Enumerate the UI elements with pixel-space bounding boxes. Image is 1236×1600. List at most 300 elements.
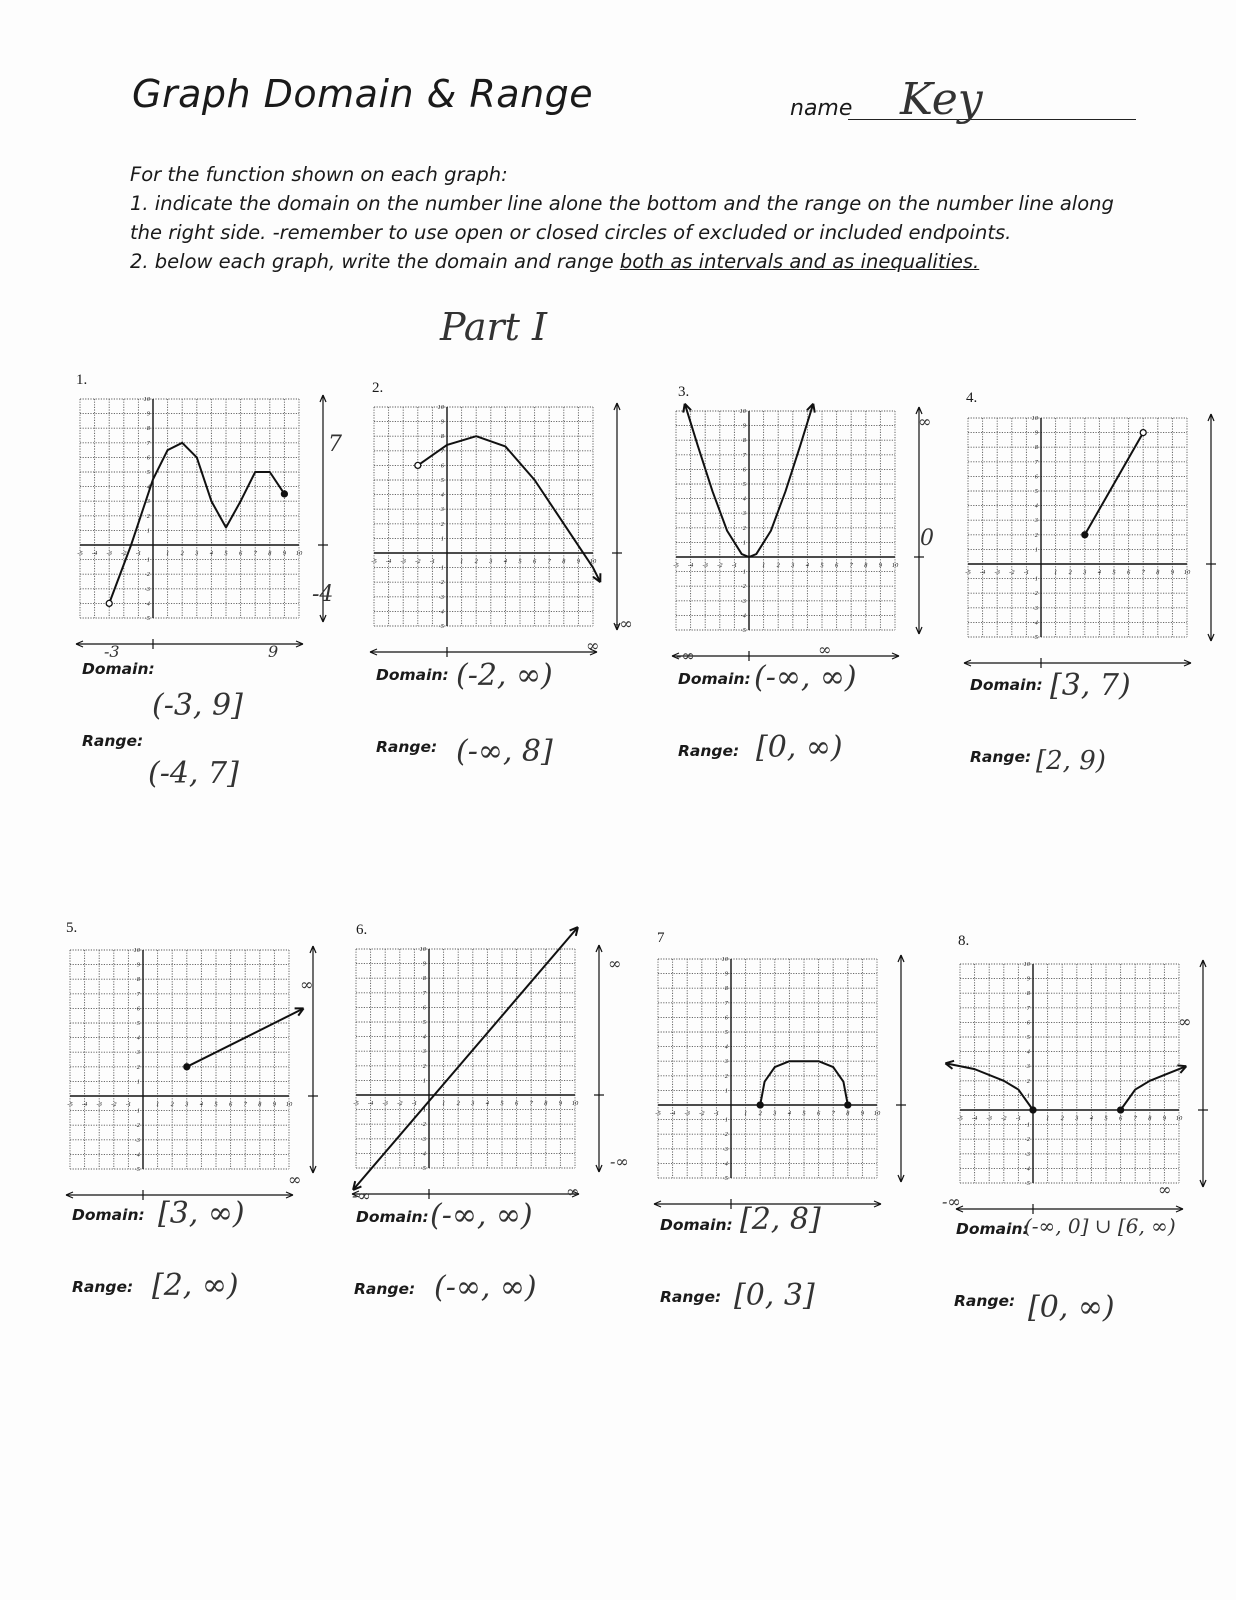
y-tick-label: -2	[1032, 590, 1038, 598]
closed-endpoint	[184, 1064, 190, 1070]
x-tick-label: -1	[135, 550, 142, 557]
x-tick-label: 5	[802, 1110, 806, 1117]
x-tick-label: -5	[673, 562, 679, 569]
x-tick-label: 5	[1104, 1115, 1108, 1122]
y-tick-label: -5	[438, 623, 444, 630]
y-tick-label: 8	[146, 425, 150, 433]
p7-range-label: Range:	[660, 1288, 722, 1306]
x-tick-label: -3	[382, 1100, 388, 1107]
problem-number-1: 1.	[76, 372, 88, 388]
x-tick-label: 1	[459, 558, 464, 565]
x-tick-label: 2	[776, 562, 780, 569]
y-tick-label: 9	[1026, 975, 1030, 983]
y-tick-label: 3	[136, 1049, 140, 1057]
x-tick-label: 8	[1148, 1115, 1152, 1122]
p3-domain-right-mark: ∞	[818, 640, 832, 659]
y-tick-label: 10	[143, 396, 150, 403]
x-tick-label: 2	[180, 550, 184, 557]
y-tick-label: -3	[420, 1135, 426, 1143]
y-tick-label: -3	[134, 1136, 140, 1144]
y-tick-label: 7	[136, 990, 140, 998]
x-tick-label: 1	[743, 1110, 748, 1117]
y-tick-label: 8	[422, 975, 426, 983]
problem-number-6: 6.	[356, 922, 368, 938]
y-tick-label: -1	[438, 564, 444, 572]
y-tick-label: -3	[438, 593, 444, 601]
x-tick-label: 4	[199, 1101, 204, 1108]
series-line	[1121, 1066, 1187, 1110]
y-tick-label: -4	[420, 1150, 426, 1158]
x-tick-label: -1	[1015, 1115, 1022, 1122]
x-tick-label: 5	[500, 1100, 504, 1107]
y-tick-label: -2	[144, 571, 150, 579]
x-tick-label: -5	[77, 550, 83, 557]
instructions-line-1b: the right side. -remember to use open or closed circles of excluded or included endpoints.	[130, 221, 1012, 244]
p6-range-label: Range:	[354, 1280, 416, 1298]
y-tick-label: 6	[146, 454, 150, 462]
x-tick-label: 7	[1133, 1115, 1137, 1122]
y-tick-label: 10	[1023, 961, 1030, 968]
y-tick-label: 5	[724, 1029, 728, 1036]
x-tick-label: 7	[849, 562, 853, 569]
p3-domain-label: Domain:	[678, 670, 751, 688]
y-tick-label: -4	[740, 612, 746, 620]
p2-domain-answer: (-2, ∞)	[456, 658, 553, 693]
y-tick-label: 8	[742, 437, 746, 445]
y-tick-label: 2	[1026, 1077, 1030, 1085]
y-tick-label: 8	[1026, 990, 1030, 998]
x-tick-label: -1	[731, 562, 738, 569]
x-tick-label: 2	[456, 1100, 460, 1107]
x-tick-label: 4	[805, 562, 810, 569]
closed-endpoint	[281, 491, 287, 497]
y-tick-label: 5	[136, 1020, 140, 1027]
x-tick-label: 1	[155, 1101, 160, 1108]
x-tick-label: 3	[1083, 569, 1087, 576]
p1-domain-answer: (-3, 9]	[152, 688, 243, 723]
x-tick-label: 8	[864, 562, 868, 569]
p3-range-label: Range:	[678, 742, 740, 760]
page-title: Graph Domain & Range	[132, 72, 594, 116]
y-tick-label: 9	[146, 410, 150, 418]
p2-domain-right-mark: ∞	[586, 636, 600, 655]
p5-range-top-mark: ∞	[300, 975, 314, 994]
x-tick-label: -3	[96, 1101, 102, 1108]
y-tick-label: 6	[742, 466, 746, 474]
x-tick-label: 3	[489, 558, 493, 565]
problem-number-7: 7	[657, 930, 665, 946]
p1-range-label: Range:	[82, 732, 144, 750]
y-tick-label: 2	[742, 524, 746, 532]
problem-number-4: 4.	[966, 390, 978, 406]
y-tick-label: 1	[724, 1087, 728, 1095]
p4-range-label: Range:	[970, 748, 1032, 766]
y-tick-label: 5	[146, 469, 150, 476]
y-tick-label: 10	[739, 408, 746, 415]
x-tick-label: -1	[1023, 569, 1030, 576]
y-tick-label: -1	[740, 568, 746, 576]
y-tick-label: 2	[136, 1063, 140, 1071]
y-tick-label: 8	[1034, 444, 1038, 452]
p6-domain-label: Domain:	[356, 1208, 429, 1226]
y-tick-label: -5	[420, 1165, 426, 1172]
x-tick-label: -2	[1009, 569, 1015, 576]
name-value: Key	[900, 74, 983, 125]
open-endpoint	[106, 600, 112, 606]
name-label: name	[790, 96, 853, 121]
y-tick-label: -3	[1032, 604, 1038, 612]
x-tick-label: 8	[544, 1100, 548, 1107]
problem-number-8: 8.	[958, 933, 970, 949]
series-line	[353, 927, 578, 1190]
x-tick-label: 5	[224, 550, 228, 557]
x-tick-label: 9	[576, 558, 581, 565]
x-tick-label: 10	[873, 1110, 881, 1117]
y-tick-label: 1	[440, 535, 444, 543]
x-tick-label: -1	[411, 1100, 418, 1107]
y-tick-label: 3	[1026, 1063, 1030, 1071]
y-tick-label: 4	[742, 495, 746, 503]
p6-domain-right-mark: ∞	[566, 1182, 580, 1201]
x-tick-label: -4	[971, 1115, 978, 1122]
x-tick-label: 4	[1089, 1115, 1094, 1122]
p6-domain-answer: (-∞, ∞)	[430, 1198, 533, 1233]
y-tick-label: -1	[144, 556, 150, 564]
x-tick-label: 1	[1053, 569, 1058, 576]
y-tick-label: 5	[440, 477, 444, 484]
y-tick-label: -4	[134, 1151, 140, 1159]
x-tick-label: -2	[111, 1101, 117, 1108]
open-endpoint	[1140, 430, 1146, 436]
y-tick-label: 4	[146, 483, 150, 491]
y-tick-label: 7	[724, 999, 728, 1007]
instructions-line-2	[130, 247, 1150, 276]
y-tick-label: 4	[422, 1033, 426, 1041]
p1-range-answer: (-4, 7]	[148, 756, 239, 791]
p5-domain-answer: [3, ∞)	[158, 1196, 245, 1231]
x-tick-label: 8	[562, 558, 566, 565]
y-tick-label: -5	[740, 627, 746, 634]
x-tick-label: -5	[655, 1110, 661, 1117]
y-tick-label: 10	[721, 956, 728, 963]
y-tick-label: 10	[1031, 415, 1038, 422]
x-tick-label: 7	[253, 550, 257, 557]
x-tick-label: -2	[415, 558, 421, 565]
x-tick-label: 8	[846, 1110, 850, 1117]
x-tick-label: 4	[503, 558, 508, 565]
x-tick-label: 8	[1156, 569, 1160, 576]
x-tick-label: 3	[773, 1110, 777, 1117]
x-tick-label: 3	[1075, 1115, 1079, 1122]
y-tick-label: 2	[440, 520, 444, 528]
x-tick-label: -1	[713, 1110, 720, 1117]
instructions-line-2-underlined: both as intervals and as inequalities.	[619, 250, 980, 273]
closed-endpoint	[845, 1102, 851, 1108]
p8-range-top-mark: ∞	[1178, 1012, 1192, 1031]
x-tick-label: 7	[529, 1100, 533, 1107]
y-tick-label: 6	[1034, 473, 1038, 481]
y-tick-label: 4	[1026, 1048, 1030, 1056]
p4-domain-label: Domain:	[970, 676, 1043, 694]
x-tick-label: -2	[699, 1110, 705, 1117]
part-label: Part I	[440, 305, 548, 349]
instructions-intro: For the function shown on each graph:	[130, 163, 508, 186]
x-tick-label: -4	[91, 550, 98, 557]
x-tick-label: 9	[558, 1100, 563, 1107]
y-tick-label: 6	[440, 462, 444, 470]
x-tick-label: 3	[195, 550, 199, 557]
y-tick-label: -2	[438, 579, 444, 587]
y-tick-label: -2	[1024, 1136, 1030, 1144]
x-tick-label: -3	[400, 558, 406, 565]
y-tick-label: 3	[742, 510, 746, 518]
y-tick-label: 7	[146, 439, 150, 447]
y-tick-label: 9	[742, 422, 746, 430]
x-tick-label: 10	[1183, 569, 1191, 576]
x-tick-label: -3	[986, 1115, 992, 1122]
y-tick-label: 3	[422, 1048, 426, 1056]
x-tick-label: 7	[243, 1101, 247, 1108]
p3-domain-answer: (-∞, ∞)	[754, 660, 857, 695]
p8-range-label: Range:	[954, 1292, 1016, 1310]
y-tick-label: 4	[440, 491, 444, 499]
y-tick-label: 3	[1034, 517, 1038, 525]
y-tick-label: 9	[422, 960, 426, 968]
y-tick-label: -3	[722, 1145, 728, 1153]
p3-domain-left-mark: -∞	[676, 646, 695, 665]
y-tick-label: 1	[1034, 546, 1038, 554]
x-tick-label: -5	[371, 558, 377, 565]
graph-1	[76, 385, 340, 677]
x-tick-label: 5	[1112, 569, 1116, 576]
p1-range-bottom-mark: -4	[312, 582, 334, 607]
y-tick-label: 6	[724, 1014, 728, 1022]
y-tick-label: 1	[742, 539, 746, 547]
y-tick-label: 9	[724, 970, 728, 978]
instructions-line-1a: 1. indicate the domain on the number line alone the bottom and the range on the number line along	[130, 192, 1114, 215]
x-tick-label: 8	[258, 1101, 262, 1108]
y-tick-label: 7	[422, 989, 426, 997]
x-tick-label: -2	[717, 562, 723, 569]
y-tick-label: 7	[742, 451, 746, 459]
x-tick-label: 2	[758, 1110, 762, 1117]
y-tick-label: 8	[440, 433, 444, 441]
problem-number-5: 5.	[66, 920, 78, 936]
y-tick-label: -5	[722, 1175, 728, 1182]
p2-range-label: Range:	[376, 738, 438, 756]
y-tick-label: 9	[1034, 429, 1038, 437]
y-tick-label: -5	[1032, 634, 1038, 641]
x-tick-label: -3	[106, 550, 112, 557]
p7-domain-answer: [2, 8]	[740, 1202, 821, 1237]
x-tick-label: 6	[238, 550, 243, 557]
x-tick-label: 6	[532, 558, 537, 565]
p1-domain-right-mark: 9	[268, 642, 279, 661]
x-tick-label: 6	[1118, 1115, 1123, 1122]
x-tick-label: 6	[228, 1101, 233, 1108]
series-line	[760, 1061, 848, 1105]
y-tick-label: 4	[724, 1043, 728, 1051]
x-tick-label: -1	[125, 1101, 132, 1108]
instructions	[130, 160, 1150, 276]
x-tick-label: 5	[214, 1101, 218, 1108]
closed-endpoint	[1118, 1107, 1124, 1113]
y-tick-label: 2	[146, 512, 150, 520]
p8-domain-answer: (-∞, 0] ∪ [6, ∞)	[1024, 1214, 1176, 1238]
x-tick-label: -2	[397, 1100, 403, 1107]
p5-range-label: Range:	[72, 1278, 134, 1296]
x-tick-label: -2	[1001, 1115, 1007, 1122]
x-tick-label: 4	[209, 550, 214, 557]
p4-domain-answer: [3, 7)	[1050, 668, 1131, 703]
x-tick-label: -5	[353, 1100, 359, 1107]
x-tick-label: -4	[81, 1101, 88, 1108]
graph-7	[654, 945, 918, 1237]
y-tick-label: 4	[136, 1034, 140, 1042]
y-tick-label: -4	[1032, 619, 1038, 627]
p6-range-answer: (-∞, ∞)	[434, 1270, 537, 1305]
y-tick-label: 3	[440, 506, 444, 514]
p8-domain-label: Domain:	[956, 1220, 1029, 1238]
p6-domain-left-mark: -∞	[352, 1186, 371, 1205]
y-tick-label: 7	[1026, 1004, 1030, 1012]
x-tick-label: 10	[589, 558, 597, 565]
x-tick-label: 8	[268, 550, 272, 557]
p7-range-answer: [0, 3]	[734, 1278, 815, 1313]
y-tick-label: 9	[136, 961, 140, 969]
x-tick-label: 9	[1162, 1115, 1167, 1122]
x-tick-label: 1	[165, 550, 170, 557]
y-tick-label: 7	[440, 447, 444, 455]
x-tick-label: 3	[471, 1100, 475, 1107]
x-tick-label: 9	[282, 550, 287, 557]
y-tick-label: -5	[134, 1166, 140, 1173]
x-tick-label: 7	[547, 558, 551, 565]
y-tick-label: -2	[740, 583, 746, 591]
x-tick-label: -1	[429, 558, 436, 565]
y-tick-label: -1	[1024, 1121, 1030, 1129]
y-tick-label: 5	[1026, 1034, 1030, 1041]
p6-range-top-mark: ∞	[608, 954, 622, 973]
y-tick-label: -5	[144, 615, 150, 622]
x-tick-label: 7	[831, 1110, 835, 1117]
instructions-line-2-prefix: 2. below each graph, write the domain and range	[130, 250, 620, 273]
x-tick-label: 4	[485, 1100, 490, 1107]
x-tick-label: -3	[994, 569, 1000, 576]
p8-range-answer: [0, ∞)	[1028, 1290, 1115, 1325]
y-tick-label: 5	[422, 1019, 426, 1026]
x-tick-label: 1	[761, 562, 766, 569]
p1-range-top-mark: 7	[328, 432, 342, 457]
p8-domain-right-mark: ∞	[1158, 1180, 1172, 1199]
y-tick-label: -5	[1024, 1180, 1030, 1187]
x-tick-label: 1	[441, 1100, 446, 1107]
x-tick-label: 9	[272, 1101, 277, 1108]
y-tick-label: 5	[742, 481, 746, 488]
x-tick-label: -4	[687, 562, 694, 569]
y-tick-label: -1	[420, 1106, 426, 1114]
x-tick-label: -5	[957, 1115, 963, 1122]
x-tick-label: 10	[891, 562, 899, 569]
x-tick-label: -5	[67, 1101, 73, 1108]
closed-endpoint	[1030, 1107, 1036, 1113]
x-tick-label: -5	[965, 569, 971, 576]
p5-domain-label: Domain:	[72, 1206, 145, 1224]
x-tick-label: 2	[1060, 1115, 1064, 1122]
graph-4	[964, 404, 1228, 696]
closed-endpoint	[757, 1102, 763, 1108]
y-tick-label: 10	[437, 404, 444, 411]
y-tick-label: 6	[422, 1004, 426, 1012]
graph-3	[672, 397, 936, 689]
y-tick-label: -1	[134, 1107, 140, 1115]
p3-range-bottom-mark: 0	[920, 526, 934, 551]
p3-range-top-mark: ∞	[918, 412, 932, 431]
y-tick-label: -2	[722, 1131, 728, 1139]
x-tick-label: 3	[185, 1101, 189, 1108]
problem-number-3: 3.	[678, 384, 690, 400]
name-line	[848, 119, 1136, 120]
y-tick-label: 10	[133, 947, 140, 954]
x-tick-label: 2	[1068, 569, 1072, 576]
x-tick-label: 3	[791, 562, 795, 569]
p7-domain-label: Domain:	[660, 1216, 733, 1234]
x-tick-label: -4	[979, 569, 986, 576]
y-tick-label: 4	[1034, 502, 1038, 510]
x-tick-label: 9	[860, 1110, 865, 1117]
y-tick-label: -1	[722, 1116, 728, 1124]
y-tick-label: 6	[1026, 1019, 1030, 1027]
y-tick-label: 1	[146, 527, 150, 535]
y-tick-label: -1	[1032, 575, 1038, 583]
x-tick-label: 1	[1045, 1115, 1050, 1122]
x-tick-label: -4	[669, 1110, 676, 1117]
p5-domain-right-mark: ∞	[288, 1170, 302, 1189]
y-tick-label: -2	[134, 1122, 140, 1130]
x-tick-label: 10	[295, 550, 303, 557]
p8-domain-left-mark: -∞	[942, 1192, 961, 1211]
x-tick-label: 10	[1175, 1115, 1183, 1122]
x-tick-label: 5	[820, 562, 824, 569]
x-tick-label: 2	[474, 558, 478, 565]
y-tick-label: 1	[1026, 1092, 1030, 1100]
y-tick-label: 3	[724, 1058, 728, 1066]
y-tick-label: 2	[1034, 531, 1038, 539]
y-tick-label: 5	[1034, 488, 1038, 495]
x-tick-label: -3	[702, 562, 708, 569]
p4-range-answer: [2, 9)	[1036, 746, 1106, 776]
x-tick-label: 6	[816, 1110, 821, 1117]
y-tick-label: -4	[144, 600, 150, 608]
x-tick-label: 2	[170, 1101, 174, 1108]
y-tick-label: -3	[740, 597, 746, 605]
x-tick-label: -4	[367, 1100, 374, 1107]
x-tick-label: 10	[285, 1101, 293, 1108]
p2-range-answer: (-∞, 8]	[456, 734, 553, 769]
x-tick-label: 7	[1141, 569, 1145, 576]
x-tick-label: 6	[834, 562, 839, 569]
p5-range-answer: [2, ∞)	[152, 1268, 239, 1303]
y-tick-label: 8	[136, 976, 140, 984]
x-tick-label: -2	[121, 550, 127, 557]
p3-range-answer: [0, ∞)	[756, 730, 843, 765]
x-tick-label: 6	[1126, 569, 1131, 576]
p1-domain-label: Domain:	[82, 660, 155, 678]
x-tick-label: 4	[787, 1110, 792, 1117]
open-endpoint	[415, 462, 421, 468]
y-tick-label: -4	[438, 608, 444, 616]
x-tick-label: -3	[684, 1110, 690, 1117]
